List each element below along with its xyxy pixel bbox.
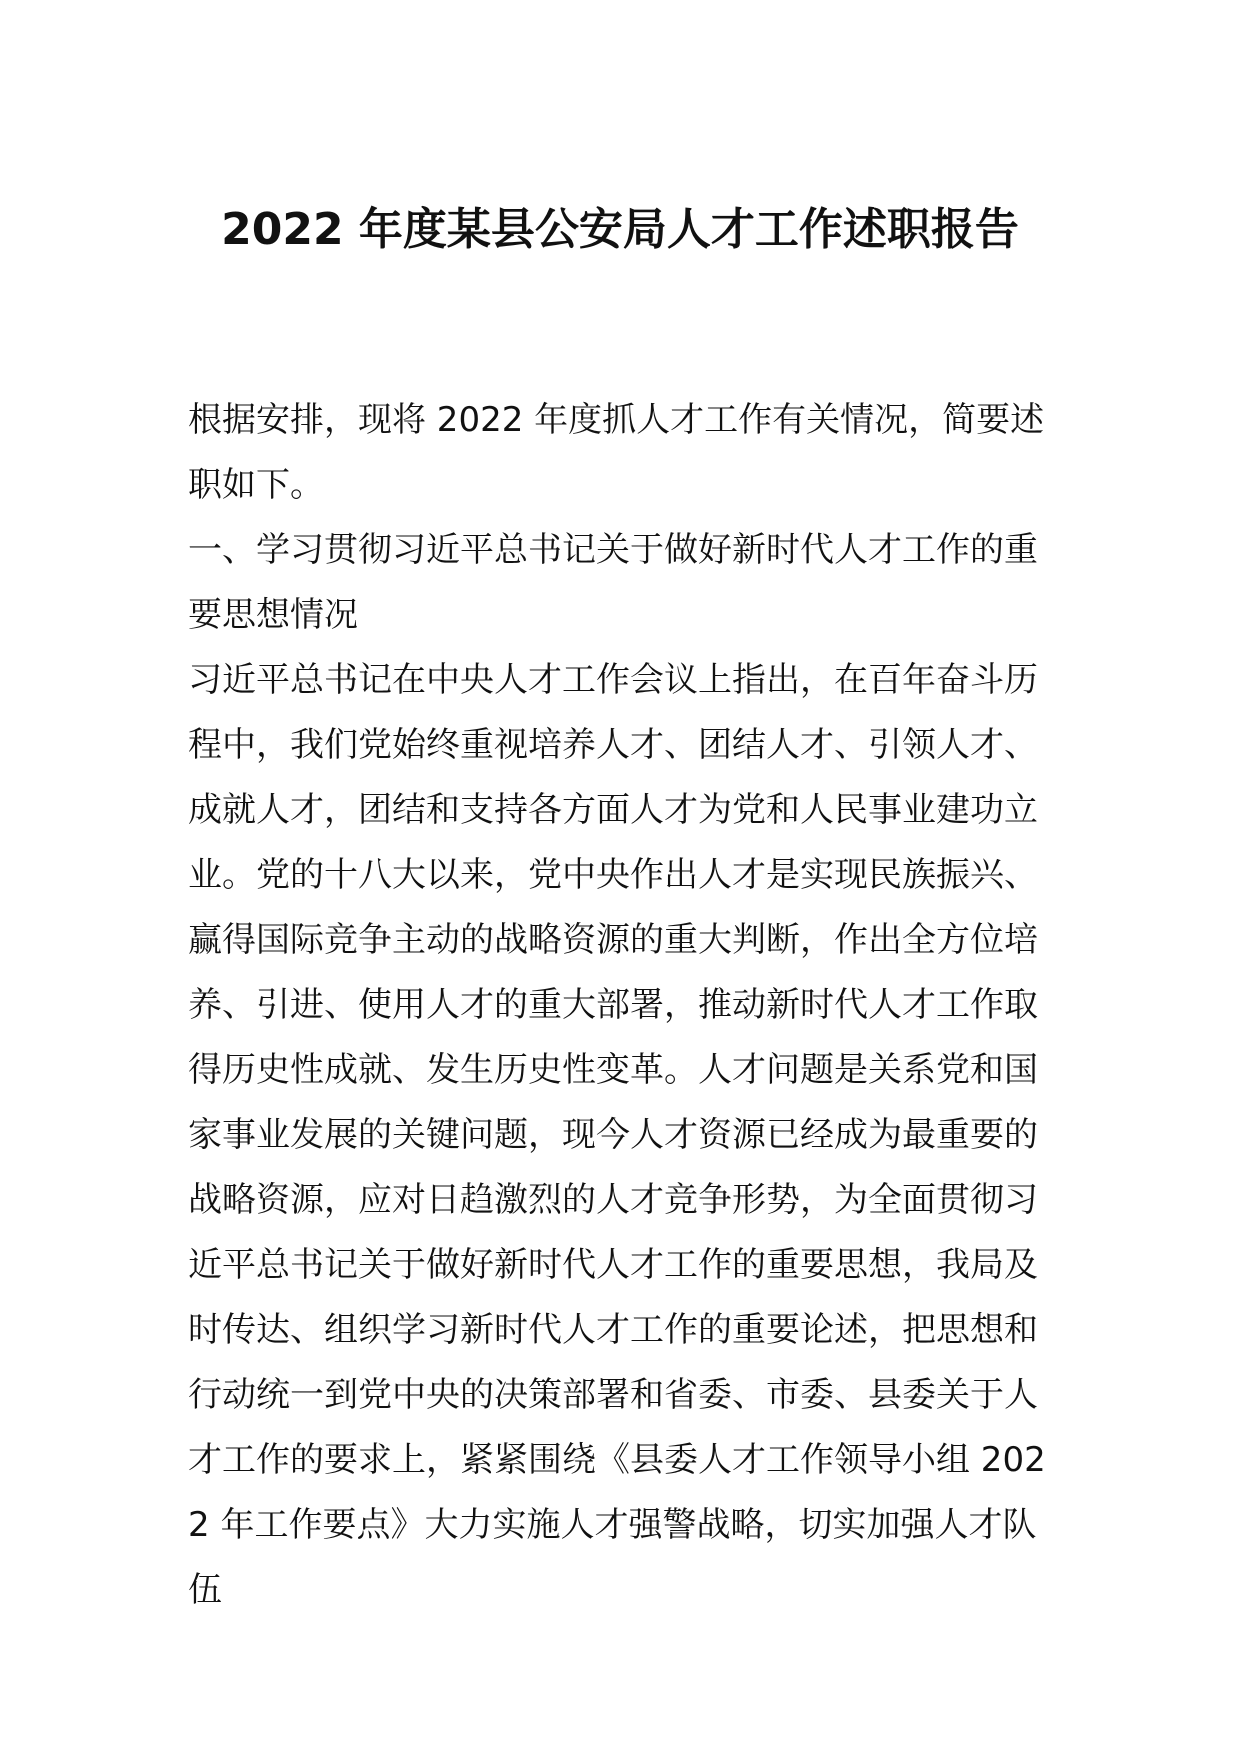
document-body bbox=[188, 388, 1053, 1623]
intro-paragraph: 根据安排，现将 2022 年度抓人才工作有关情况，简要述职如下。 bbox=[188, 400, 1045, 505]
body-paragraph: 习近平总书记在中央人才工作会议上指出，在百年奋斗历程中，我们党始终重视培养人才、团结人才、引领人才、成就人才，团结和支持各方面人才为党和人民事业建功立业。党的十八大以来，党中央作出人才是实现民族振兴、赢得国际竞争主动的战略资源的重大判断，作出全方位培养、引进、使用人才的重大部署，推动新时代人才工作取得历史性成就、发生历史性变革。人才问题是关系党和国家事业发展的关键问题，现今人才资源已经成为最重要的战略资源，应对日趋激烈的人才竞争形势，为全面贯彻习近平总书记关于做好新时代人才工作的重要思想，我局及时传达、组织学习新时代人才工作的重要论述，把思想和行动统一到党中央的决策部署和省委、市委、县委关于人才工作的要求上，紧紧围绕《县委人才工作领导小组 2022 年工作要点》大力实施人才强警战略，切实加强人才队伍 bbox=[188, 660, 1046, 1610]
section-heading: 一、学习贯彻习近平总书记关于做好新时代人才工作的重要思想情况 bbox=[188, 530, 1038, 635]
document-title: 2022 年度某县公安局人才工作述职报告 bbox=[221, 204, 1019, 255]
